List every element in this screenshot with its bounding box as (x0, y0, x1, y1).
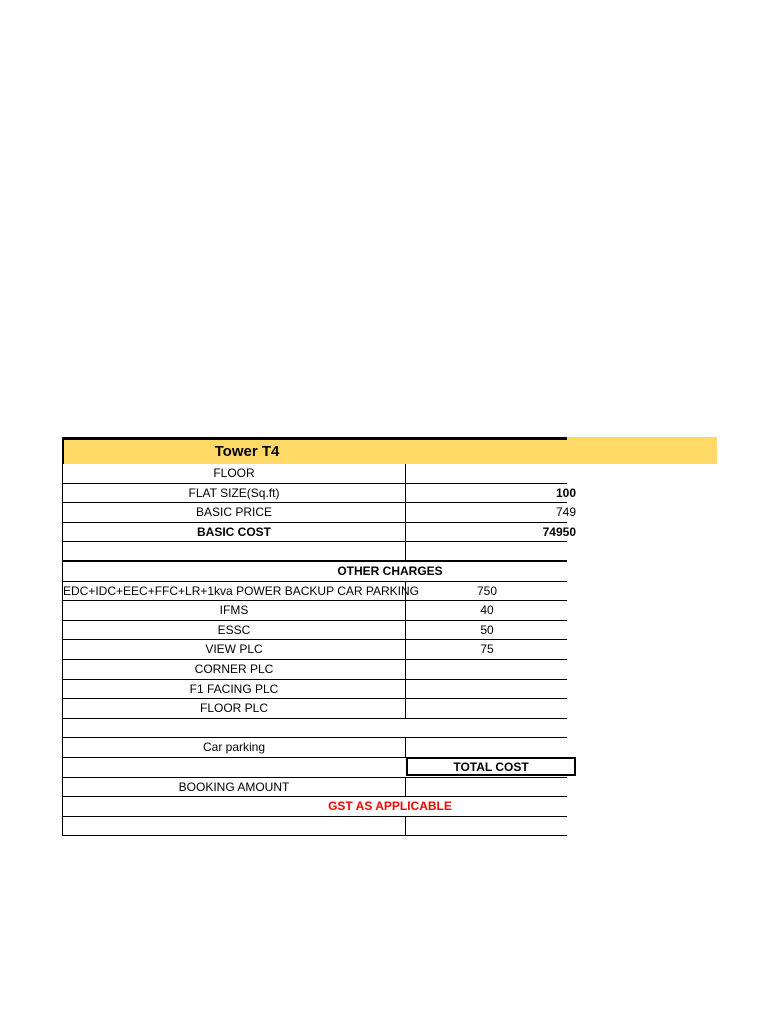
car-parking-value[interactable] (406, 738, 568, 757)
empty-cell[interactable] (63, 817, 406, 836)
corner-plc-value[interactable] (406, 660, 568, 679)
row-basic-cost (62, 523, 576, 543)
basic-price-label[interactable]: BASIC PRICE (63, 503, 406, 522)
empty-cell[interactable] (63, 719, 723, 738)
empty-cell[interactable] (63, 542, 406, 560)
row-booking-amount (62, 778, 567, 798)
empty-cell[interactable] (63, 758, 406, 777)
row-other-charges (62, 562, 567, 582)
car-parking-label[interactable]: Car parking (63, 738, 406, 757)
price-table (62, 464, 576, 836)
view-plc-value[interactable]: 75 (480, 642, 494, 657)
other-charges-header[interactable]: OTHER CHARGES (337, 563, 443, 578)
ifms-label[interactable]: IFMS (63, 601, 406, 620)
row-empty-1 (62, 542, 567, 562)
floor-label[interactable]: FLOOR (63, 464, 406, 483)
empty-cell[interactable] (406, 542, 568, 560)
row-edc (62, 582, 567, 602)
flat-size-label[interactable]: FLAT SIZE(Sq.ft) (63, 484, 406, 503)
row-gst (62, 797, 567, 817)
row-total-cost (62, 758, 567, 778)
ifms-value[interactable]: 40 (480, 603, 494, 618)
tower-title[interactable]: Tower T4 (214, 443, 280, 460)
floor-plc-value[interactable] (406, 699, 568, 718)
row-car-parking (62, 738, 567, 758)
row-floor-plc (62, 699, 567, 719)
booking-amount-value[interactable] (406, 778, 568, 797)
row-ifms (62, 601, 567, 621)
edc-label[interactable]: EDC+IDC+EEC+FFC+LR+1kva POWER BACKUP CAR PARKING (63, 582, 406, 601)
floor-plc-label[interactable]: FLOOR PLC (63, 699, 406, 718)
row-f1-facing-plc (62, 680, 567, 700)
booking-amount-label[interactable]: BOOKING AMOUNT (63, 778, 406, 797)
row-basic-price (62, 503, 576, 523)
essc-value[interactable]: 50 (480, 622, 494, 637)
row-corner-plc (62, 660, 567, 680)
row-flat-size (62, 484, 576, 504)
flat-size-value[interactable]: 100 (555, 485, 576, 500)
basic-cost-label[interactable]: BASIC COST (63, 523, 406, 542)
row-empty-2 (62, 719, 567, 739)
basic-price-value[interactable]: 749 (555, 505, 576, 520)
f1-facing-plc-value[interactable] (406, 680, 568, 699)
view-plc-label[interactable]: VIEW PLC (63, 640, 406, 659)
essc-label[interactable]: ESSC (63, 621, 406, 640)
row-floor (62, 464, 567, 484)
basic-cost-value[interactable]: 74950 (542, 524, 576, 539)
row-empty-3 (62, 817, 567, 837)
total-cost-label[interactable]: TOTAL COST (406, 757, 576, 776)
empty-cell[interactable] (406, 817, 568, 836)
edc-value[interactable]: 750 (476, 583, 498, 598)
gst-note[interactable]: GST AS APPLICABLE (328, 799, 452, 814)
corner-plc-label[interactable]: CORNER PLC (63, 660, 406, 679)
row-view-plc (62, 640, 567, 660)
floor-value[interactable] (406, 464, 576, 483)
f1-facing-plc-label[interactable]: F1 FACING PLC (63, 680, 406, 699)
row-essc (62, 621, 567, 641)
